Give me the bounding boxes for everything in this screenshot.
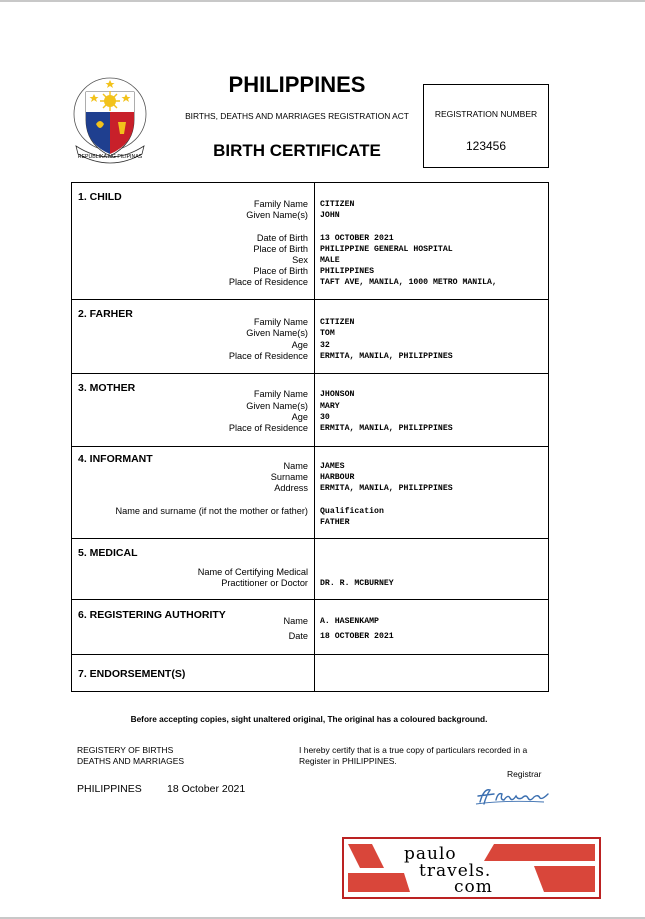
- field-label: Place of Residence: [228, 351, 308, 361]
- act-subtitle: BIRTHS, DEATHS AND MARRIAGES REGISTRATION ACT: [185, 111, 409, 121]
- field-label: Practitioner or Doctor: [221, 578, 308, 588]
- field-value: ERMITA, MANILA, PHILIPPINES: [320, 352, 453, 361]
- field-value: CITIZEN: [320, 200, 355, 209]
- field-label: Given Name(s): [246, 328, 308, 338]
- field-label: Family Name: [253, 199, 308, 209]
- field-value: JAMES: [320, 462, 345, 471]
- watermark-text: paulo: [404, 844, 457, 864]
- watermark-logo: [342, 837, 601, 899]
- field-value: JOHN: [320, 211, 340, 220]
- field-label: Sex: [292, 255, 308, 265]
- field-value: 32: [320, 341, 330, 350]
- field-label: Surname: [270, 472, 308, 482]
- row-divider: [72, 373, 548, 374]
- field-value: TAFT AVE, MANILA, 1000 METRO MANILA,: [320, 278, 497, 287]
- section-title-authority: 6. REGISTERING AUTHORITY: [78, 609, 226, 621]
- seal-text: REPUBLIKA NG PILIPINAS: [77, 154, 143, 160]
- field-value: PHILIPPINES: [320, 267, 375, 276]
- certification-text: [299, 745, 549, 766]
- section-title-medical: 5. MEDICAL: [78, 547, 138, 559]
- field-label: Place of Residence: [228, 423, 308, 433]
- field-value: MARY: [320, 402, 340, 411]
- field-value: HARBOUR: [320, 473, 355, 482]
- field-label: Address: [274, 483, 308, 493]
- field-value: 18 OCTOBER 2021: [320, 632, 394, 641]
- field-value: 30: [320, 413, 330, 422]
- authenticity-note: Before accepting copies, sight unaltered original, The original has a coloured background.: [130, 714, 488, 724]
- philippine-seal-icon: [68, 68, 152, 168]
- field-value: A. HASENKAMP: [320, 617, 379, 626]
- registrar-label: Registrar: [507, 769, 542, 779]
- section-title-informant: 4. INFORMANT: [78, 453, 153, 465]
- field-label: Age: [291, 340, 308, 350]
- field-value: PHILIPPINE GENERAL HOSPITAL: [320, 245, 453, 254]
- section-title-endorsement: 7. ENDORSEMENT(S): [78, 668, 186, 680]
- field-value: 13 OCTOBER 2021: [320, 234, 394, 243]
- field-label: Given Name(s): [246, 210, 308, 220]
- top-border: [0, 0, 645, 2]
- field-label: Family Name: [253, 389, 308, 399]
- issue-date: 18 October 2021: [167, 783, 246, 795]
- registry-line: REGISTERY OF BIRTHS: [77, 745, 174, 755]
- field-label: Place of Birth: [253, 244, 308, 254]
- field-label: Name: [283, 616, 308, 626]
- country-title: PHILIPPINES: [228, 72, 366, 97]
- row-divider: [72, 446, 548, 447]
- section-title-child: 1. CHILD: [78, 191, 122, 203]
- registry-name: [77, 745, 184, 766]
- certify-line: I hereby certify that is a true copy of particulars recorded in a: [299, 745, 528, 755]
- registrar-signature-icon: [474, 782, 552, 808]
- field-label: Family Name: [253, 317, 308, 327]
- field-value: ERMITA, MANILA, PHILIPPINES: [320, 484, 453, 493]
- field-value: FATHER: [320, 518, 350, 527]
- field-label: Name: [283, 461, 308, 471]
- field-value: ERMITA, MANILA, PHILIPPINES: [320, 424, 453, 433]
- field-value: JHONSON: [320, 390, 355, 399]
- row-divider: [72, 599, 548, 600]
- document-title: BIRTH CERTIFICATE: [213, 141, 381, 160]
- field-value: CITIZEN: [320, 318, 355, 327]
- certify-line: Register in PHILIPPINES.: [299, 755, 397, 766]
- row-divider: [72, 654, 548, 655]
- section-title-mother: 3. MOTHER: [78, 382, 136, 394]
- registration-label: REGISTRATION NUMBER: [434, 109, 538, 119]
- row-divider: [72, 299, 548, 300]
- row-divider: [72, 538, 548, 539]
- field-value: MALE: [320, 256, 340, 265]
- section-title-father: 2. FARHER: [78, 308, 133, 320]
- field-value: Qualification: [320, 507, 384, 516]
- field-label: Date: [288, 631, 308, 641]
- registry-line: DEATHS AND MARRIAGES: [77, 755, 185, 766]
- field-label: Age: [291, 412, 308, 422]
- field-value: DR. R. MCBURNEY: [320, 579, 394, 588]
- field-label: Place of Residence: [228, 277, 308, 287]
- field-label: Given Name(s): [246, 401, 308, 411]
- column-divider: [314, 183, 315, 691]
- issue-place: PHILIPPINES: [77, 783, 142, 795]
- field-label: Place of Birth: [253, 266, 308, 276]
- field-value: TOM: [320, 329, 335, 338]
- registration-box: [423, 84, 549, 168]
- field-label: Date of Birth: [256, 233, 308, 243]
- field-label: Name and surname (if not the mother or father): [115, 506, 308, 516]
- registration-number: 123456: [465, 139, 507, 153]
- watermark-text: travels.: [419, 861, 492, 881]
- certificate-table: [71, 182, 549, 692]
- field-label: Name of Certifying Medical: [197, 567, 308, 577]
- watermark-text: com: [454, 877, 493, 897]
